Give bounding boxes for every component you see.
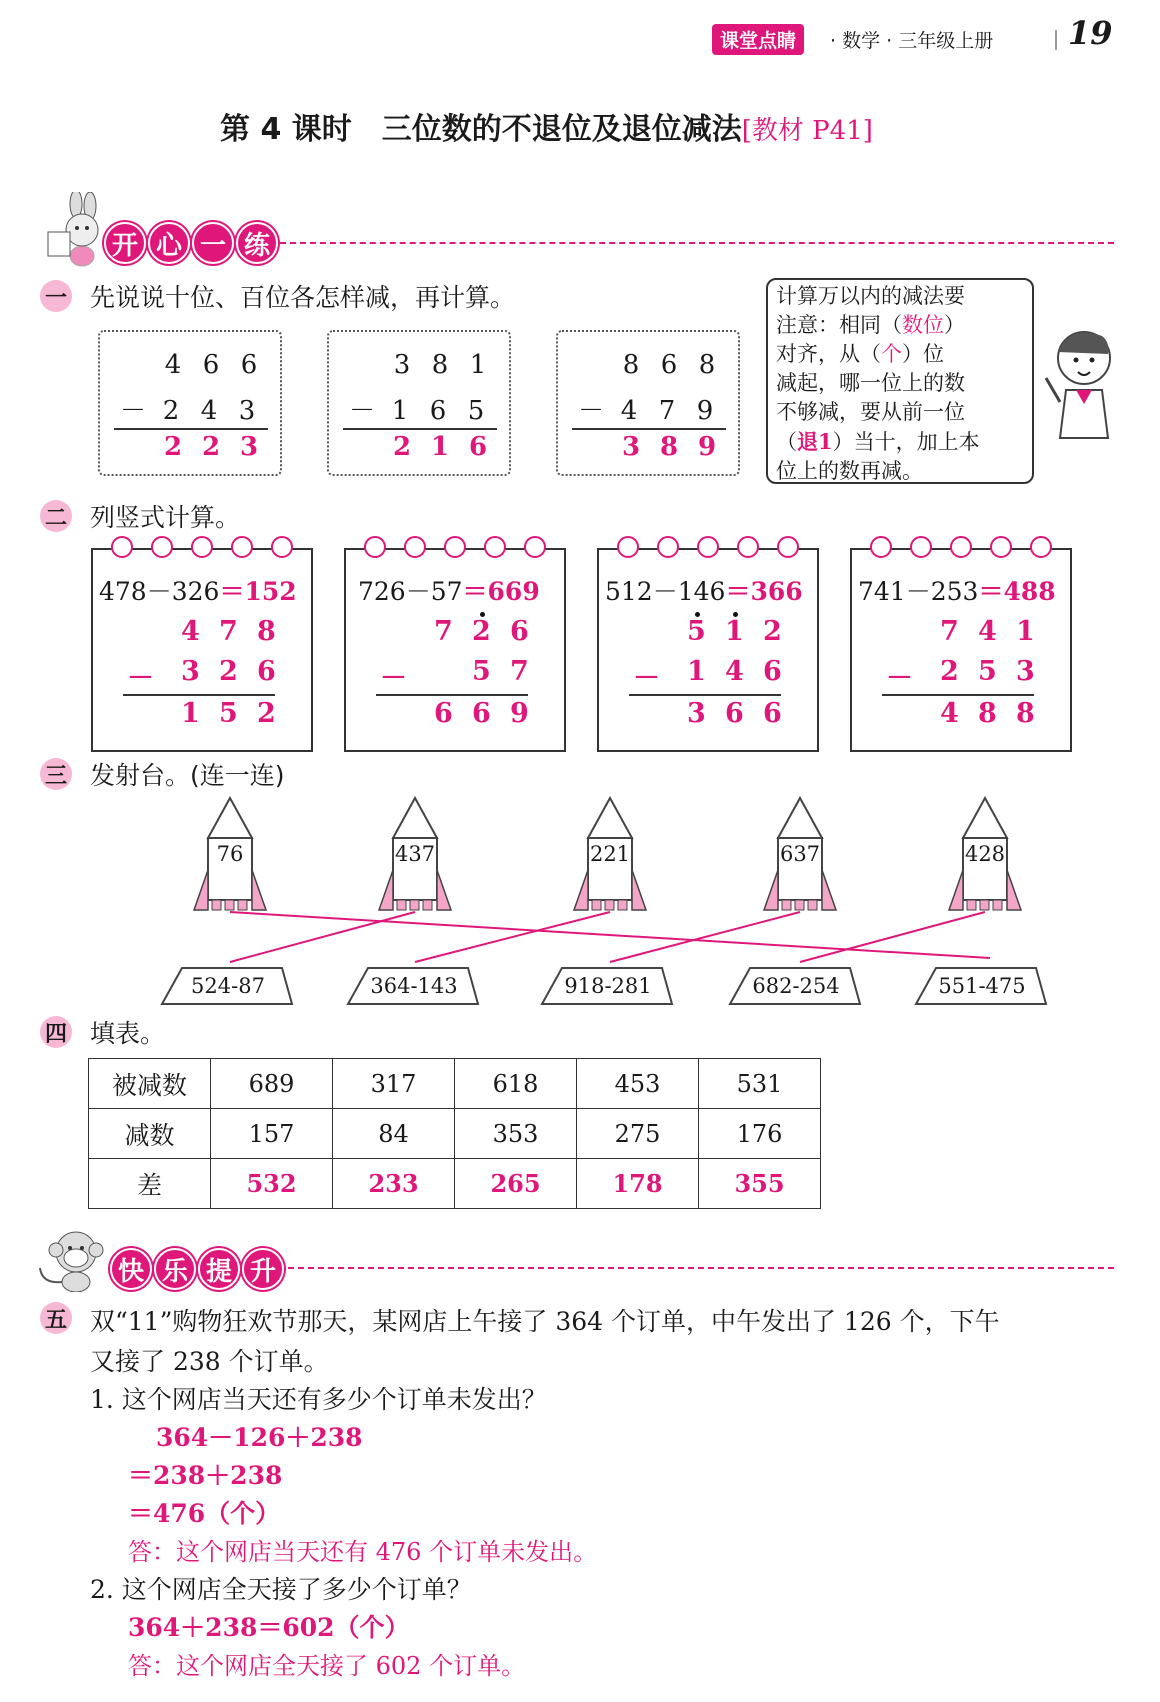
q2-problem-2 xyxy=(344,548,566,752)
minus-sign: － xyxy=(633,663,660,694)
table-cell: 453 xyxy=(577,1059,699,1109)
q3-text: 发射台。(连一连) xyxy=(90,761,285,790)
header-subtitle: · 数学 · 三年级上册 xyxy=(830,30,994,52)
answer-digit: 1 xyxy=(181,698,200,729)
table-cell: 618 xyxy=(455,1059,577,1109)
launch-pad-label: 682-254 xyxy=(752,974,840,998)
match-line xyxy=(230,912,415,962)
rocket-label: 637 xyxy=(779,842,821,866)
banner2-char: 升 xyxy=(242,1248,284,1290)
q2-problem-4 xyxy=(850,548,1072,752)
minus-sign: － xyxy=(886,663,913,694)
header-divider xyxy=(1055,30,1057,50)
answer-digit: 5 xyxy=(219,698,238,729)
digit: 4 xyxy=(978,616,997,647)
banner1-char: 练 xyxy=(236,222,278,264)
q5-sub1-step1: 364－126＋238 xyxy=(156,1423,363,1452)
tip-answer: 个 xyxy=(881,342,902,366)
answer-digit: 2 xyxy=(163,432,183,462)
digit: 6 xyxy=(763,656,782,687)
table-cell: 317 xyxy=(333,1059,455,1109)
banner1-char: 心 xyxy=(148,222,190,264)
digit: 2 xyxy=(219,656,238,687)
table-cell: 84 xyxy=(333,1109,455,1159)
answer-digit: 8 xyxy=(978,698,997,729)
digit: 7 xyxy=(219,616,238,647)
row-label: 被减数 xyxy=(89,1059,211,1109)
rocket-label: 428 xyxy=(964,842,1006,866)
digit: 3 xyxy=(181,656,200,687)
table-cell: 157 xyxy=(211,1109,333,1159)
answer-cell: 178 xyxy=(577,1159,699,1209)
answer-digit: 6 xyxy=(434,698,453,729)
expression: 726－57＝669 xyxy=(358,577,540,606)
digit: 4 xyxy=(164,350,182,380)
q1-problem-2 xyxy=(327,330,511,476)
launch-pad-label: 918-281 xyxy=(564,974,652,998)
expression-answer: ＝488 xyxy=(978,577,1056,606)
answer-digit: 2 xyxy=(392,432,412,462)
digit: 1 xyxy=(391,396,409,426)
table-row xyxy=(89,1109,821,1159)
banner2-char: 乐 xyxy=(154,1248,196,1290)
q1-text: 先说说十位、百位各怎样减，再计算。 xyxy=(90,283,516,312)
table-cell: 531 xyxy=(699,1059,821,1109)
digit: 1 xyxy=(687,656,706,687)
digit: 1 xyxy=(725,616,744,647)
q1-number: 一 xyxy=(40,280,72,312)
q5-sub2-step1: 364＋238＝602（个） xyxy=(128,1613,410,1642)
page-number: 19 xyxy=(1068,14,1113,52)
q5-sub1-answer: 答：这个网店当天还有 476 个订单未发出。 xyxy=(128,1538,598,1566)
answer-cell: 532 xyxy=(211,1159,333,1209)
q1-problem-1 xyxy=(98,330,282,476)
banner1-dashline xyxy=(280,242,1114,244)
expression: 741－253＝488 xyxy=(858,577,1056,606)
answer-digit: 3 xyxy=(621,432,641,462)
digit: 6 xyxy=(510,616,529,647)
row-label: 差 xyxy=(89,1159,211,1209)
answer-cell: 265 xyxy=(455,1159,577,1209)
expression-answer: ＝152 xyxy=(219,577,297,606)
tip-speech-bubble xyxy=(766,278,1034,484)
tip-line: 位上的数再减。 xyxy=(776,459,923,483)
digit: 5 xyxy=(467,396,485,426)
q5-sub1-step3: ＝476（个） xyxy=(128,1499,281,1528)
answer-digit: 4 xyxy=(940,698,959,729)
banner-happy-improve xyxy=(110,1248,286,1290)
match-line xyxy=(230,912,990,958)
digit: 6 xyxy=(257,656,276,687)
table-cell: 689 xyxy=(211,1059,333,1109)
q5-sub2-answer: 答：这个网店全天接了 602 个订单。 xyxy=(128,1652,526,1680)
launch-pad-label: 551-475 xyxy=(938,974,1026,998)
digit: 8 xyxy=(431,350,449,380)
q3-number: 三 xyxy=(40,758,72,790)
table-row xyxy=(89,1159,821,1209)
digit: 8 xyxy=(622,350,640,380)
answer-digit: 9 xyxy=(697,432,717,462)
launch-pad-label: 364-143 xyxy=(370,974,458,998)
q4-text: 填表。 xyxy=(90,1019,166,1048)
digit: 6 xyxy=(660,350,678,380)
tip-line: （退1）当十，加上本 xyxy=(776,429,980,454)
digit: 6 xyxy=(240,350,258,380)
answer-digit: 9 xyxy=(510,698,529,729)
monkey-mascot-icon xyxy=(36,1222,108,1292)
digit: 4 xyxy=(620,396,638,426)
digit: 7 xyxy=(940,616,959,647)
banner1-char: 一 xyxy=(192,222,234,264)
minus-sign: － xyxy=(577,396,604,426)
banner-happy-practice xyxy=(104,222,280,264)
table-cell: 275 xyxy=(577,1109,699,1159)
banner2-dashline xyxy=(288,1267,1114,1269)
answer-digit: 2 xyxy=(201,432,221,462)
digit: 1 xyxy=(1016,616,1035,647)
answer-digit: 6 xyxy=(468,432,488,462)
tip-line: 减起，哪一位上的数 xyxy=(776,371,965,395)
q2-problem-1 xyxy=(91,548,313,752)
subtraction-table xyxy=(88,1058,821,1209)
rocket-label: 76 xyxy=(216,842,244,866)
minus-sign: － xyxy=(127,663,154,694)
answer-digit: 6 xyxy=(763,698,782,729)
minus-sign: － xyxy=(348,396,375,426)
digit: 8 xyxy=(698,350,716,380)
digit: 6 xyxy=(202,350,220,380)
digit: 5 xyxy=(978,656,997,687)
textbook-ref: [教材 P41] xyxy=(741,116,873,146)
answer-digit: 3 xyxy=(239,432,259,462)
answer-digit: 6 xyxy=(725,698,744,729)
tip-line: 对齐，从（个）位 xyxy=(776,342,944,366)
digit: 7 xyxy=(658,396,676,426)
digit: 9 xyxy=(696,396,714,426)
answer-digit: 8 xyxy=(1016,698,1035,729)
header-badge: 课堂点睛 xyxy=(712,24,804,55)
rabbit-mascot-icon xyxy=(36,192,106,268)
q5-sub1-question: 1. 这个网店当天还有多少个订单未发出？ xyxy=(90,1385,547,1414)
answer-digit: 6 xyxy=(472,698,491,729)
answer-digit: 3 xyxy=(687,698,706,729)
digit: 4 xyxy=(725,656,744,687)
digit: 3 xyxy=(1016,656,1035,687)
digit: 2 xyxy=(940,656,959,687)
digit: 7 xyxy=(434,616,453,647)
q5-sub2-question: 2. 这个网店全天接了多少个订单？ xyxy=(90,1575,472,1604)
answer-digit: 1 xyxy=(430,432,450,462)
expression-answer: ＝669 xyxy=(462,577,540,606)
digit: 2 xyxy=(763,616,782,647)
minus-sign: － xyxy=(119,396,146,426)
launch-pad-label: 524-87 xyxy=(191,974,265,998)
digit: 7 xyxy=(510,656,529,687)
digit: 8 xyxy=(257,616,276,647)
digit: 2 xyxy=(162,396,180,426)
q5-number: 五 xyxy=(40,1302,72,1334)
q4-number: 四 xyxy=(40,1016,72,1048)
tip-line: 不够减，要从前一位 xyxy=(776,400,965,424)
digit: 6 xyxy=(429,396,447,426)
tip-line: 计算万以内的减法要 xyxy=(776,284,965,308)
tip-answer: 退1 xyxy=(797,429,833,454)
expression: 478－326＝152 xyxy=(99,577,297,606)
expression: 512－146＝366 xyxy=(605,577,803,606)
q2-number: 二 xyxy=(40,500,72,532)
digit: 3 xyxy=(393,350,411,380)
answer-cell: 355 xyxy=(699,1159,821,1209)
q2-problem-3 xyxy=(597,548,819,752)
lesson-title: 第 4 课时 三位数的不退位及退位减法[教材 P41] xyxy=(220,112,873,147)
digit: 5 xyxy=(687,616,706,647)
minus-sign: － xyxy=(380,663,407,694)
digit: 4 xyxy=(181,616,200,647)
q1-problem-3 xyxy=(556,330,740,476)
tip-answer: 数位 xyxy=(902,313,944,337)
digit: 4 xyxy=(200,396,218,426)
digit: 1 xyxy=(469,350,487,380)
banner1-char: 开 xyxy=(104,222,146,264)
row-label: 减数 xyxy=(89,1109,211,1159)
match-line xyxy=(800,912,985,962)
banner2-char: 提 xyxy=(198,1248,240,1290)
digit: 3 xyxy=(238,396,256,426)
expression-answer: ＝366 xyxy=(725,577,803,606)
rocket-label: 437 xyxy=(394,842,436,866)
answer-digit: 8 xyxy=(659,432,679,462)
q5-text-line1: 双“11”购物狂欢节那天，某网店上午接了 364 个订单，中午发出了 126 个，下午 xyxy=(90,1307,1000,1336)
answer-digit: 2 xyxy=(257,698,276,729)
digit: 2 xyxy=(472,616,491,647)
boy-character-icon xyxy=(1040,318,1120,468)
match-line xyxy=(415,912,610,962)
answer-cell: 233 xyxy=(333,1159,455,1209)
q5-sub1-step2: ＝238＋238 xyxy=(128,1461,283,1490)
banner2-char: 快 xyxy=(110,1248,152,1290)
q2-text: 列竖式计算。 xyxy=(90,503,241,532)
table-cell: 353 xyxy=(455,1109,577,1159)
q5-text-line2: 又接了 238 个订单。 xyxy=(90,1347,329,1376)
table-row xyxy=(89,1059,821,1109)
tip-line: 注意：相同（数位） xyxy=(776,313,965,337)
rocket-label: 221 xyxy=(589,842,631,866)
digit: 5 xyxy=(472,656,491,687)
table-cell: 176 xyxy=(699,1109,821,1159)
